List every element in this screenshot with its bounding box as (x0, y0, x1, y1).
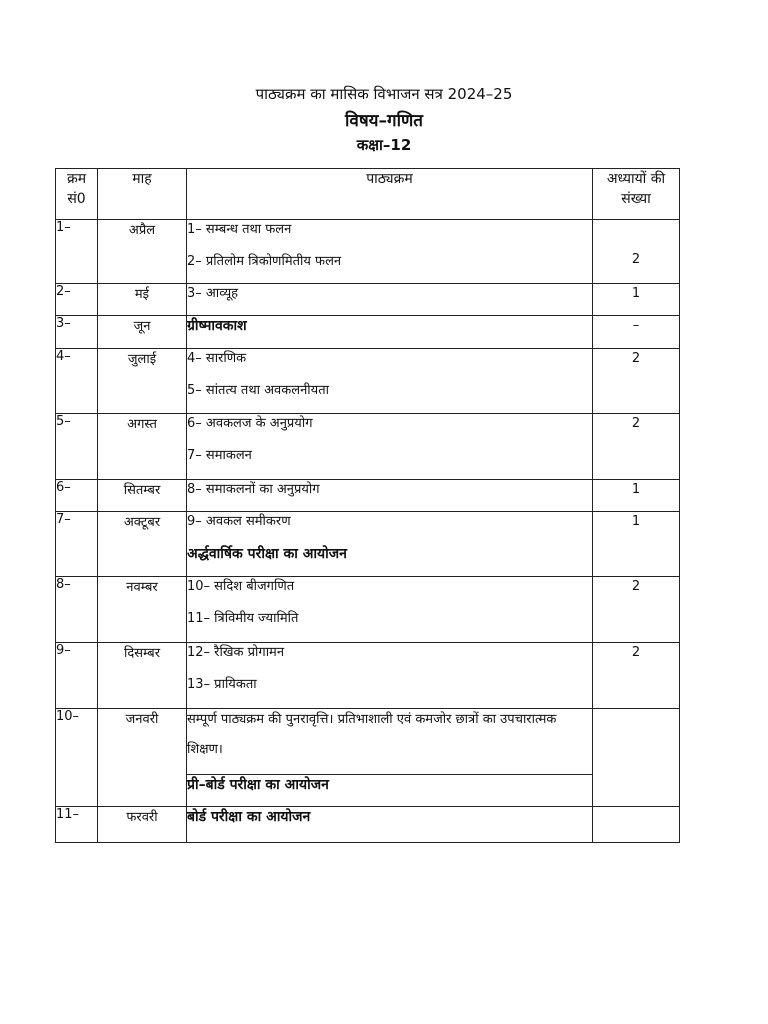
chapter-count: 1 (631, 514, 641, 529)
row-month: नवम्बर (98, 577, 187, 643)
row-topics (187, 709, 593, 775)
row-sno: 1– (56, 220, 98, 284)
row-month: फरवरी (98, 807, 187, 843)
table-row (56, 220, 680, 284)
chapter-count: 2 (631, 645, 641, 660)
row-count (593, 284, 680, 316)
row-month: मई (98, 284, 187, 316)
topic-line: 13– प्रायिकता (187, 677, 257, 692)
row-count (593, 643, 680, 709)
table-row (56, 709, 680, 775)
row-topics (187, 807, 593, 843)
row-topics (187, 220, 593, 284)
table-row (56, 512, 680, 577)
row-count (593, 807, 680, 843)
table-row (56, 807, 680, 843)
chapter-count: 2 (631, 416, 641, 431)
topic-line: 4– सारणिक (187, 351, 247, 366)
row-month: जून (98, 316, 187, 349)
column-header-syllabus: पाठ्यक्रम (187, 169, 593, 220)
topic-line: अर्द्धवार्षिक परीक्षा का आयोजन (187, 546, 347, 562)
chapter-count: 2 (631, 579, 641, 594)
topic-line: 1– सम्बन्ध तथा फलन (187, 222, 292, 237)
topic-line: सम्पूर्ण पाठ्यक्रम की पुनरावृत्ति। प्रतिभाशाली एवं कमजोर छात्रों का उपचारात्मक शिक्षण। (187, 712, 557, 757)
row-sno: 2– (56, 284, 98, 316)
chapter-count: 2 (631, 252, 641, 267)
topic-line: 11– त्रिविमीय ज्यामिति (187, 611, 299, 626)
topic-line: 7– समाकलन (187, 448, 252, 463)
row-count (593, 709, 680, 807)
chapter-count: – (632, 318, 640, 333)
row-topics (187, 577, 593, 643)
syllabus-table (55, 168, 680, 843)
row-sno: 7– (56, 512, 98, 577)
topic-line: 5– सांतत्य तथा अवकलनीयता (187, 383, 329, 398)
class-heading: कक्षा–12 (356, 136, 412, 154)
column-header-chapters: अध्यायों की संख्या (593, 169, 680, 220)
row-topics (187, 414, 593, 480)
table-row (56, 577, 680, 643)
row-month: अक्टूबर (98, 512, 187, 577)
topic-line: ग्रीष्मावकाश (187, 318, 247, 334)
topic-line: बोर्ड परीक्षा का आयोजन (187, 809, 311, 825)
topic-line: 6– अवकलज के अनुप्रयोग (187, 416, 313, 431)
row-month: जुलाई (98, 349, 187, 414)
row-count (593, 512, 680, 577)
table-row (56, 414, 680, 480)
topic-line: 2– प्रतिलोम त्रिकोणमितीय फलन (187, 254, 342, 269)
row-sno: 5– (56, 414, 98, 480)
chapter-count: 1 (631, 482, 641, 497)
row-sno: 4– (56, 349, 98, 414)
row-topics (187, 643, 593, 709)
document-title: पाठ्यक्रम का मासिक विभाजन सत्र 2024–25 (255, 85, 513, 103)
topic-line: प्री–बोर्ड परीक्षा का आयोजन (187, 777, 329, 793)
row-sno: 8– (56, 577, 98, 643)
chapter-count: 1 (631, 286, 641, 301)
topic-line: 12– रैखिक प्रोगामन (187, 645, 285, 660)
table-header-row (56, 169, 680, 220)
topic-line: 9– अवकल समीकरण (187, 514, 291, 529)
row-sno: 9– (56, 643, 98, 709)
row-month: अगस्त (98, 414, 187, 480)
row-month: अप्रैल (98, 220, 187, 284)
row-sno: 10– (56, 709, 98, 807)
row-count (593, 414, 680, 480)
row-count (593, 316, 680, 349)
subject-heading: विषय–गणित (345, 111, 423, 131)
topic-line: 10– सदिश बीजगणित (187, 579, 295, 594)
row-count (593, 480, 680, 512)
row-month: सितम्बर (98, 480, 187, 512)
row-sno: 11– (56, 807, 98, 843)
row-count (593, 349, 680, 414)
column-header-month: माह (98, 169, 187, 220)
row-month: जनवरी (98, 709, 187, 807)
row-sno: 3– (56, 316, 98, 349)
row-topics (187, 512, 593, 577)
row-count (593, 220, 680, 284)
row-month: दिसम्बर (98, 643, 187, 709)
row-count (593, 577, 680, 643)
row-topics (187, 349, 593, 414)
topic-line: 3– आव्यूह (187, 286, 239, 301)
row-sno: 6– (56, 480, 98, 512)
chapter-count: 2 (631, 351, 641, 366)
table-row (56, 349, 680, 414)
table-row (56, 643, 680, 709)
column-header-sno: क्रम सं0 (56, 169, 98, 220)
topic-line: 8– समाकलनों का अनुप्रयोग (187, 482, 320, 497)
